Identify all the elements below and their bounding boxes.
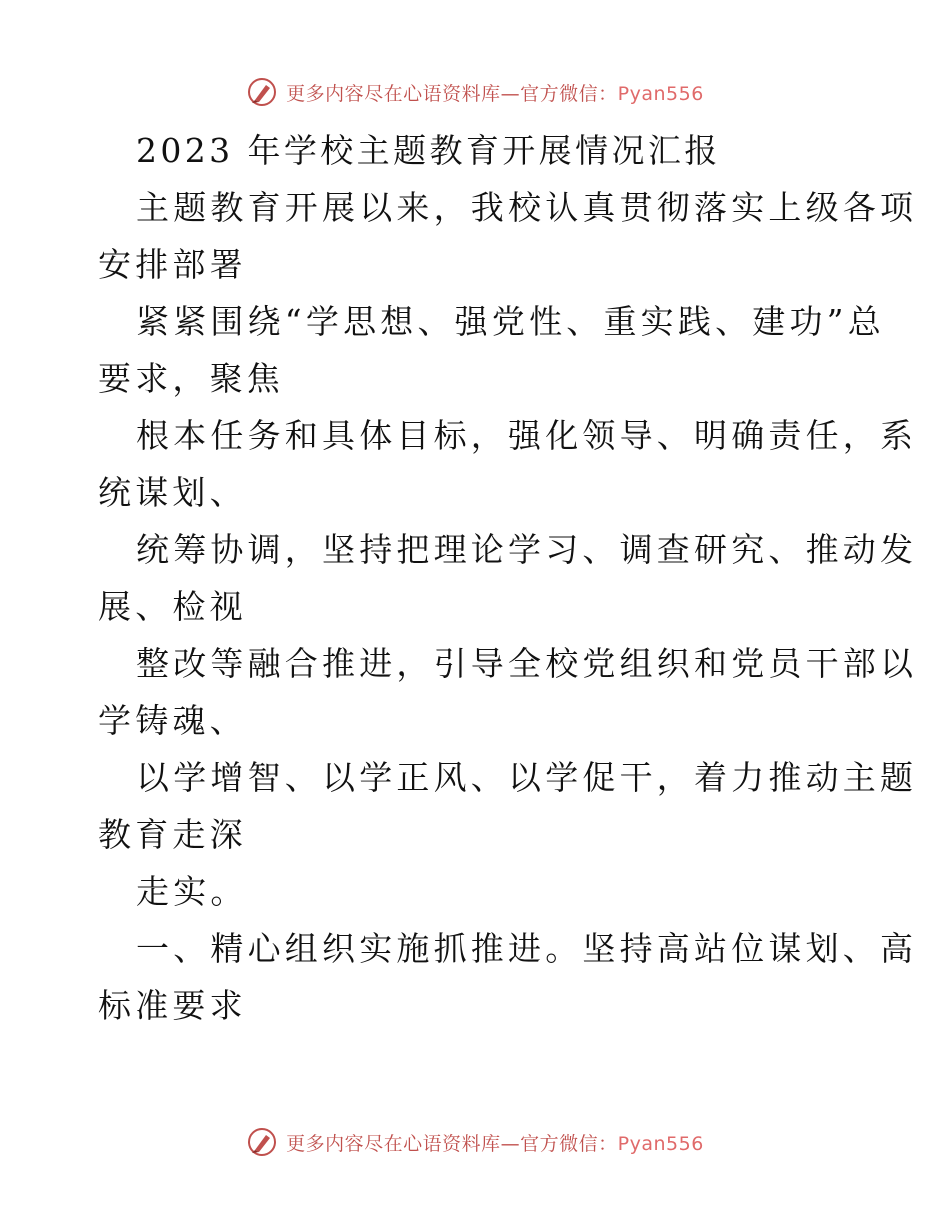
- header-watermark: [0, 72, 950, 112]
- watermark-text: 更多内容尽在心语资料库—官方微信：Pyan556: [286, 1132, 704, 1155]
- paragraph-line: 主题教育开展以来，我校认真贯彻落实上级各项: [136, 188, 918, 227]
- paragraph-line: 展、检视: [98, 587, 247, 626]
- document-body: [98, 122, 918, 1034]
- document-title: 2023 年学校主题教育开展情况汇报: [136, 131, 721, 170]
- paragraph-line: 统谋划、: [98, 473, 247, 512]
- paragraph-line: 标准要求: [98, 986, 247, 1025]
- paragraph-line: 要求，聚焦: [98, 359, 284, 398]
- paragraph-line: 整改等融合推进，引导全校党组织和党员干部以: [136, 644, 918, 683]
- paragraph-line: 教育走深: [98, 815, 247, 854]
- pen-nib-logo-icon: [246, 1126, 278, 1158]
- paragraph-line: 安排部署: [98, 245, 247, 284]
- paragraph-line: 紧紧围绕“学思想、强党性、重实践、建功”总: [136, 302, 885, 341]
- paragraph-line: 根本任务和具体目标，强化领导、明确责任，系: [136, 416, 918, 455]
- footer-watermark: [0, 1122, 950, 1162]
- paragraph-line: 统筹协调，坚持把理论学习、调查研究、推动发: [136, 530, 918, 569]
- paragraph-line: 走实。: [136, 872, 248, 911]
- paragraph-line: 学铸魂、: [98, 701, 247, 740]
- paragraph-line: 以学增智、以学正风、以学促干，着力推动主题: [136, 758, 918, 797]
- pen-nib-logo-icon: [246, 76, 278, 108]
- watermark-text: 更多内容尽在心语资料库—官方微信：Pyan556: [286, 82, 704, 105]
- paragraph-line: 一、精心组织实施抓推进。坚持高站位谋划、高: [136, 929, 918, 968]
